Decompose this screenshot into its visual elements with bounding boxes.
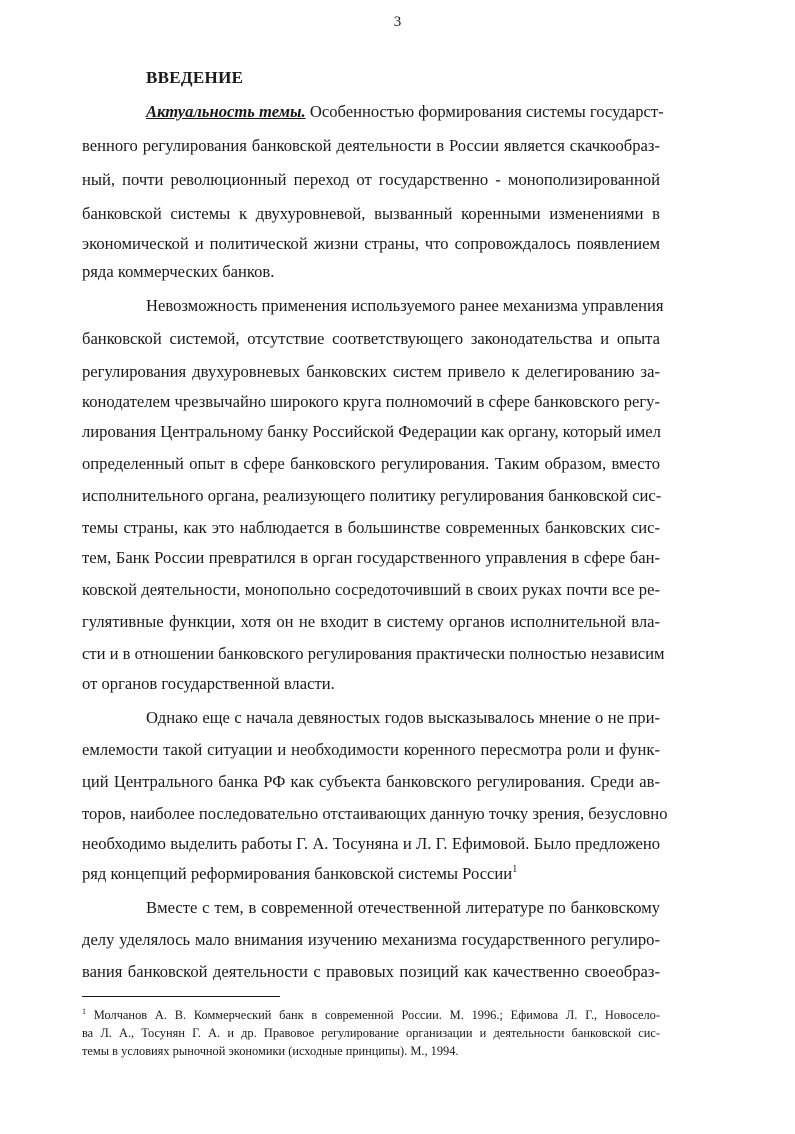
footnote-line bbox=[82, 1006, 660, 1024]
paragraph-2-line: гулятивные функции, хотя он не входит в систему органов исполнительной вла- bbox=[82, 612, 660, 631]
paragraph-3-line: емлемости такой ситуации и необходимости коренного пересмотра роли и функ- bbox=[82, 740, 660, 759]
paragraph-4-line: делу уделялось мало внимания изучению механизма государственного регулиро- bbox=[82, 930, 660, 949]
footnote-line: ва Л. А., Тосунян Г. А. и др. Правовое регулирование организации и деятельности банковской сис- bbox=[82, 1026, 660, 1040]
paragraph-3-line bbox=[82, 864, 660, 884]
footnote-line: темы в условиях рыночной экономики (исходные принципы). М., 1994. bbox=[82, 1044, 459, 1058]
paragraph-1-line: экономической и политической жизни страны, что сопровождалось появлением bbox=[82, 234, 660, 253]
paragraph-1-line bbox=[146, 102, 664, 122]
paragraph-2-line: сти и в отношении банковского регулирования практически полностью независим bbox=[82, 644, 665, 663]
paragraph-1-line: ряда коммерческих банков. bbox=[82, 262, 275, 281]
paragraph-3-line: необходимо выделить работы Г. А. Тосуняна и Л. Г. Ефимовой. Было предложено bbox=[82, 834, 660, 853]
paragraph-3-line: торов, наиболее последовательно отстаивающих данную точку зрения, безусловно bbox=[82, 804, 668, 823]
paragraph-4-line: Вместе с тем, в современной отечественной литературе по банковскому bbox=[146, 898, 660, 917]
paragraph-1-line: ный, почти революционный переход от государственно - монополизированной bbox=[82, 170, 660, 189]
footnote-reference[interactable]: 1 bbox=[512, 864, 518, 875]
paragraph-1-line: банковской системы к двухуровневой, вызванный коренными изменениями в bbox=[82, 204, 660, 223]
footnote-divider bbox=[82, 996, 280, 997]
paragraph-2-line: конодателем чрезвычайно широкого круга полномочий в сфере банковского регу- bbox=[82, 392, 660, 411]
page-number: 3 bbox=[393, 14, 402, 30]
paragraph-2-line: регулирования двухуровневых банковских систем привело к делегированию за- bbox=[82, 362, 660, 381]
footnote-marker: 1 bbox=[82, 1007, 86, 1016]
paragraph-2-line: тем, Банк России превратился в орган государственного управления в сфере бан- bbox=[82, 548, 660, 567]
paragraph-2-line: банковской системой, отсутствие соответствующего законодательства и опыта bbox=[82, 329, 660, 348]
paragraph-2-line: Невозможность применения используемого ранее механизма управления bbox=[146, 296, 664, 315]
paragraph-2-line: определенный опыт в сфере банковского регулирования. Таким образом, вместо bbox=[82, 454, 660, 473]
paragraph-1-line: венного регулирования банковской деятельности в России является скачкообраз- bbox=[82, 136, 660, 155]
section-heading: ВВЕДЕНИЕ bbox=[146, 68, 244, 87]
footnote-first-line-text: Молчанов А. В. Коммерческий банк в современной России. М. 1996.; Ефимова Л. Г., Новосело- bbox=[86, 1008, 660, 1022]
paragraph-4-line: вания банковской деятельности с правовых позиций как качественно своеобраз- bbox=[82, 962, 660, 981]
paragraph-2-line: исполнительного органа, реализующего политику регулирования банковской сис- bbox=[82, 486, 662, 505]
paragraph-2-line: ковской деятельности, монопольно сосредоточивший в своих руках почти все ре- bbox=[82, 580, 660, 599]
paragraph-2-line: лирования Центральному банку Российской Федерации как органу, который имел bbox=[82, 422, 661, 441]
paragraph-3-last-line-text: ряд концепций реформирования банковской системы России bbox=[82, 864, 513, 883]
paragraph-2-line: от органов государственной власти. bbox=[82, 674, 335, 693]
topic-label: Актуальность темы. bbox=[146, 102, 306, 121]
paragraph-3-line: Однако еще с начала девяностых годов высказывалось мнение о не при- bbox=[146, 708, 660, 727]
paragraph-1-first-line-text: Особенностью формирования системы государст- bbox=[305, 102, 664, 121]
paragraph-3-line: ций Центрального банка РФ как субъекта банковского регулирования. Среди ав- bbox=[82, 772, 660, 791]
paragraph-2-line: темы страны, как это наблюдается в большинстве современных банковских сис- bbox=[82, 518, 660, 537]
